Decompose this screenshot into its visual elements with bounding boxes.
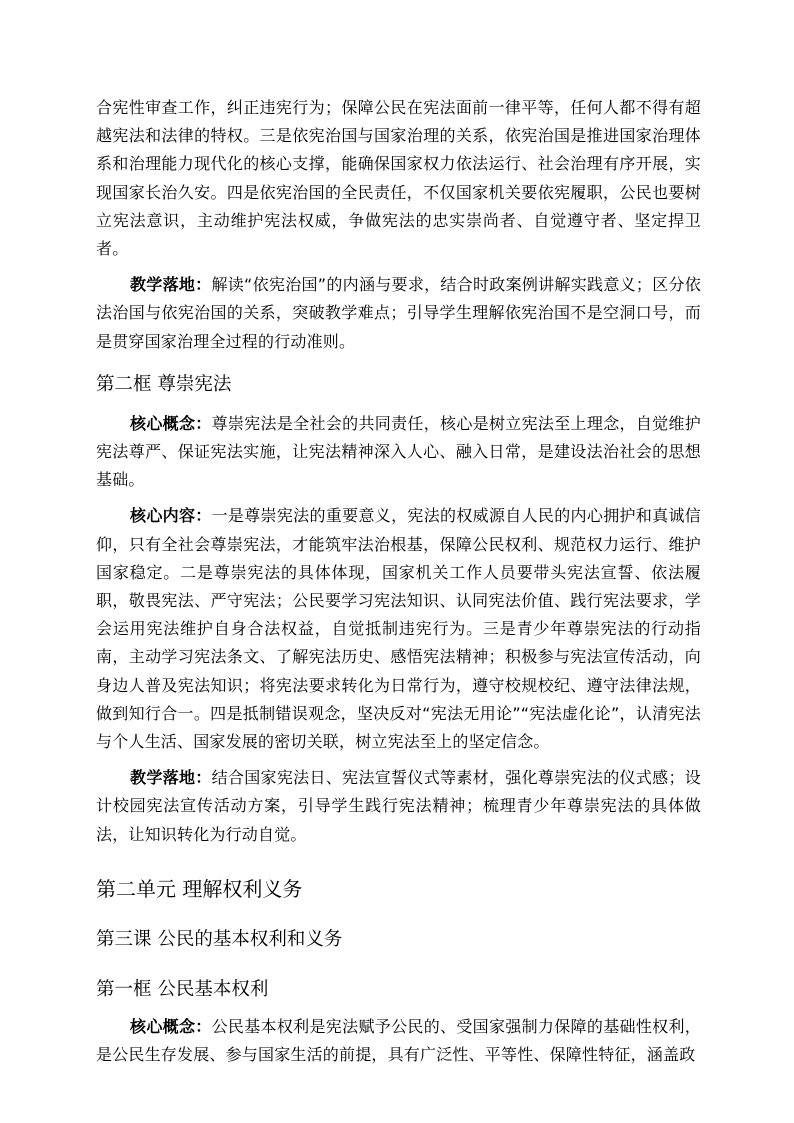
teaching-label: 教学落地： <box>130 768 212 788</box>
content-text: 一是尊崇宪法的重要意义，宪法的权威源自人民的内心拥护和真诚信仰，只有全社会尊崇宪法，才能筑牢法治根基，保障公民权利、规范权力运行、维护国家稳定。二是尊崇宪法的具体体现，国家机关工作人员要带头宪法宣誓、依法履职，敬畏宪法、严守宪法；公民要学习宪法知识、认同宪法价值、践行宪法要求，学会运用宪法维护自身合法权益，自觉抵制违宪行为。三是青少年尊崇宪法的行动指南，主动学习宪法条文、了解宪法历史、感悟宪法精神；积极参与宪法宣传活动，向身边人普及宪法知识；将宪法要求转化为日常行为，遵守校规校纪、遵守法律法规，做到知行合一。四是抵制错误观念，坚决反对“宪法无用论”“宪法虚化论”，认清宪法与个人生活、国家发展的密切关联，树立宪法至上的坚定信念。 <box>96 506 701 752</box>
concept-label: 核心概念： <box>130 1016 212 1036</box>
teaching-label: 教学落地： <box>130 275 212 295</box>
unit-heading: 第二单元 理解权利义务 <box>96 876 303 901</box>
concept-label: 核心概念： <box>130 413 212 433</box>
content-paragraph <box>96 502 701 756</box>
document-page <box>96 94 701 1069</box>
teaching-text: 解读“依宪治国”的内涵与要求，结合时政案例讲解实践意义；区分依法治国与依宪治国的关系，突破教学难点；引导学生理解依宪治国不是空洞口号，而是贯穿国家治理全过程的行动准则。 <box>96 275 701 351</box>
section-heading-frame1: 第一框 公民基本权利 <box>96 978 269 1000</box>
section-heading-frame2: 第二框 尊崇宪法 <box>96 373 232 395</box>
concept-text: 公民基本权利是宪法赋予公民的、受国家强制力保障的基础性权利，是公民生存发展、参与国家生活的前提，具有广泛性、平等性、保障性特征，涵盖政 <box>96 1016 701 1065</box>
teaching-paragraph-2 <box>96 764 701 849</box>
paragraph-continuation: 合宪性审查工作，纠正违宪行为；保障公民在宪法面前一律平等，任何人都不得有超越宪法和法律的特权。三是依宪治国与国家治理的关系，依宪治国是推进国家治理体系和治理能力现代化的核心支撑，能确保国家权力依法运行、社会治理有序开展，实现国家长治久安。四是依宪治国的全民责任，不仅国家机关要依宪履职，公民也要树立宪法意识，主动维护宪法权威，争做宪法的忠实崇尚者、自觉遵守者、坚定捍卫者。 <box>96 98 701 259</box>
concept-paragraph <box>96 1013 701 1069</box>
teaching-text: 结合国家宪法日、宪法宣誓仪式等素材，强化尊崇宪法的仪式感；设计校园宪法宣传活动方案，引导学生践行宪法精神；梳理青少年尊崇宪法的具体做法，让知识转化为行动自觉。 <box>96 768 701 844</box>
teaching-paragraph-1 <box>96 271 701 356</box>
lesson-heading: 第三课 公民的基本权利和义务 <box>96 928 343 950</box>
content-label: 核心内容： <box>130 506 212 526</box>
concept-paragraph <box>96 410 701 495</box>
concept-text: 尊崇宪法是全社会的共同责任，核心是树立宪法至上理念，自觉维护宪法尊严、保证宪法实施，让宪法精神深入人心、融入日常，是建设法治社会的思想基础。 <box>96 413 701 490</box>
